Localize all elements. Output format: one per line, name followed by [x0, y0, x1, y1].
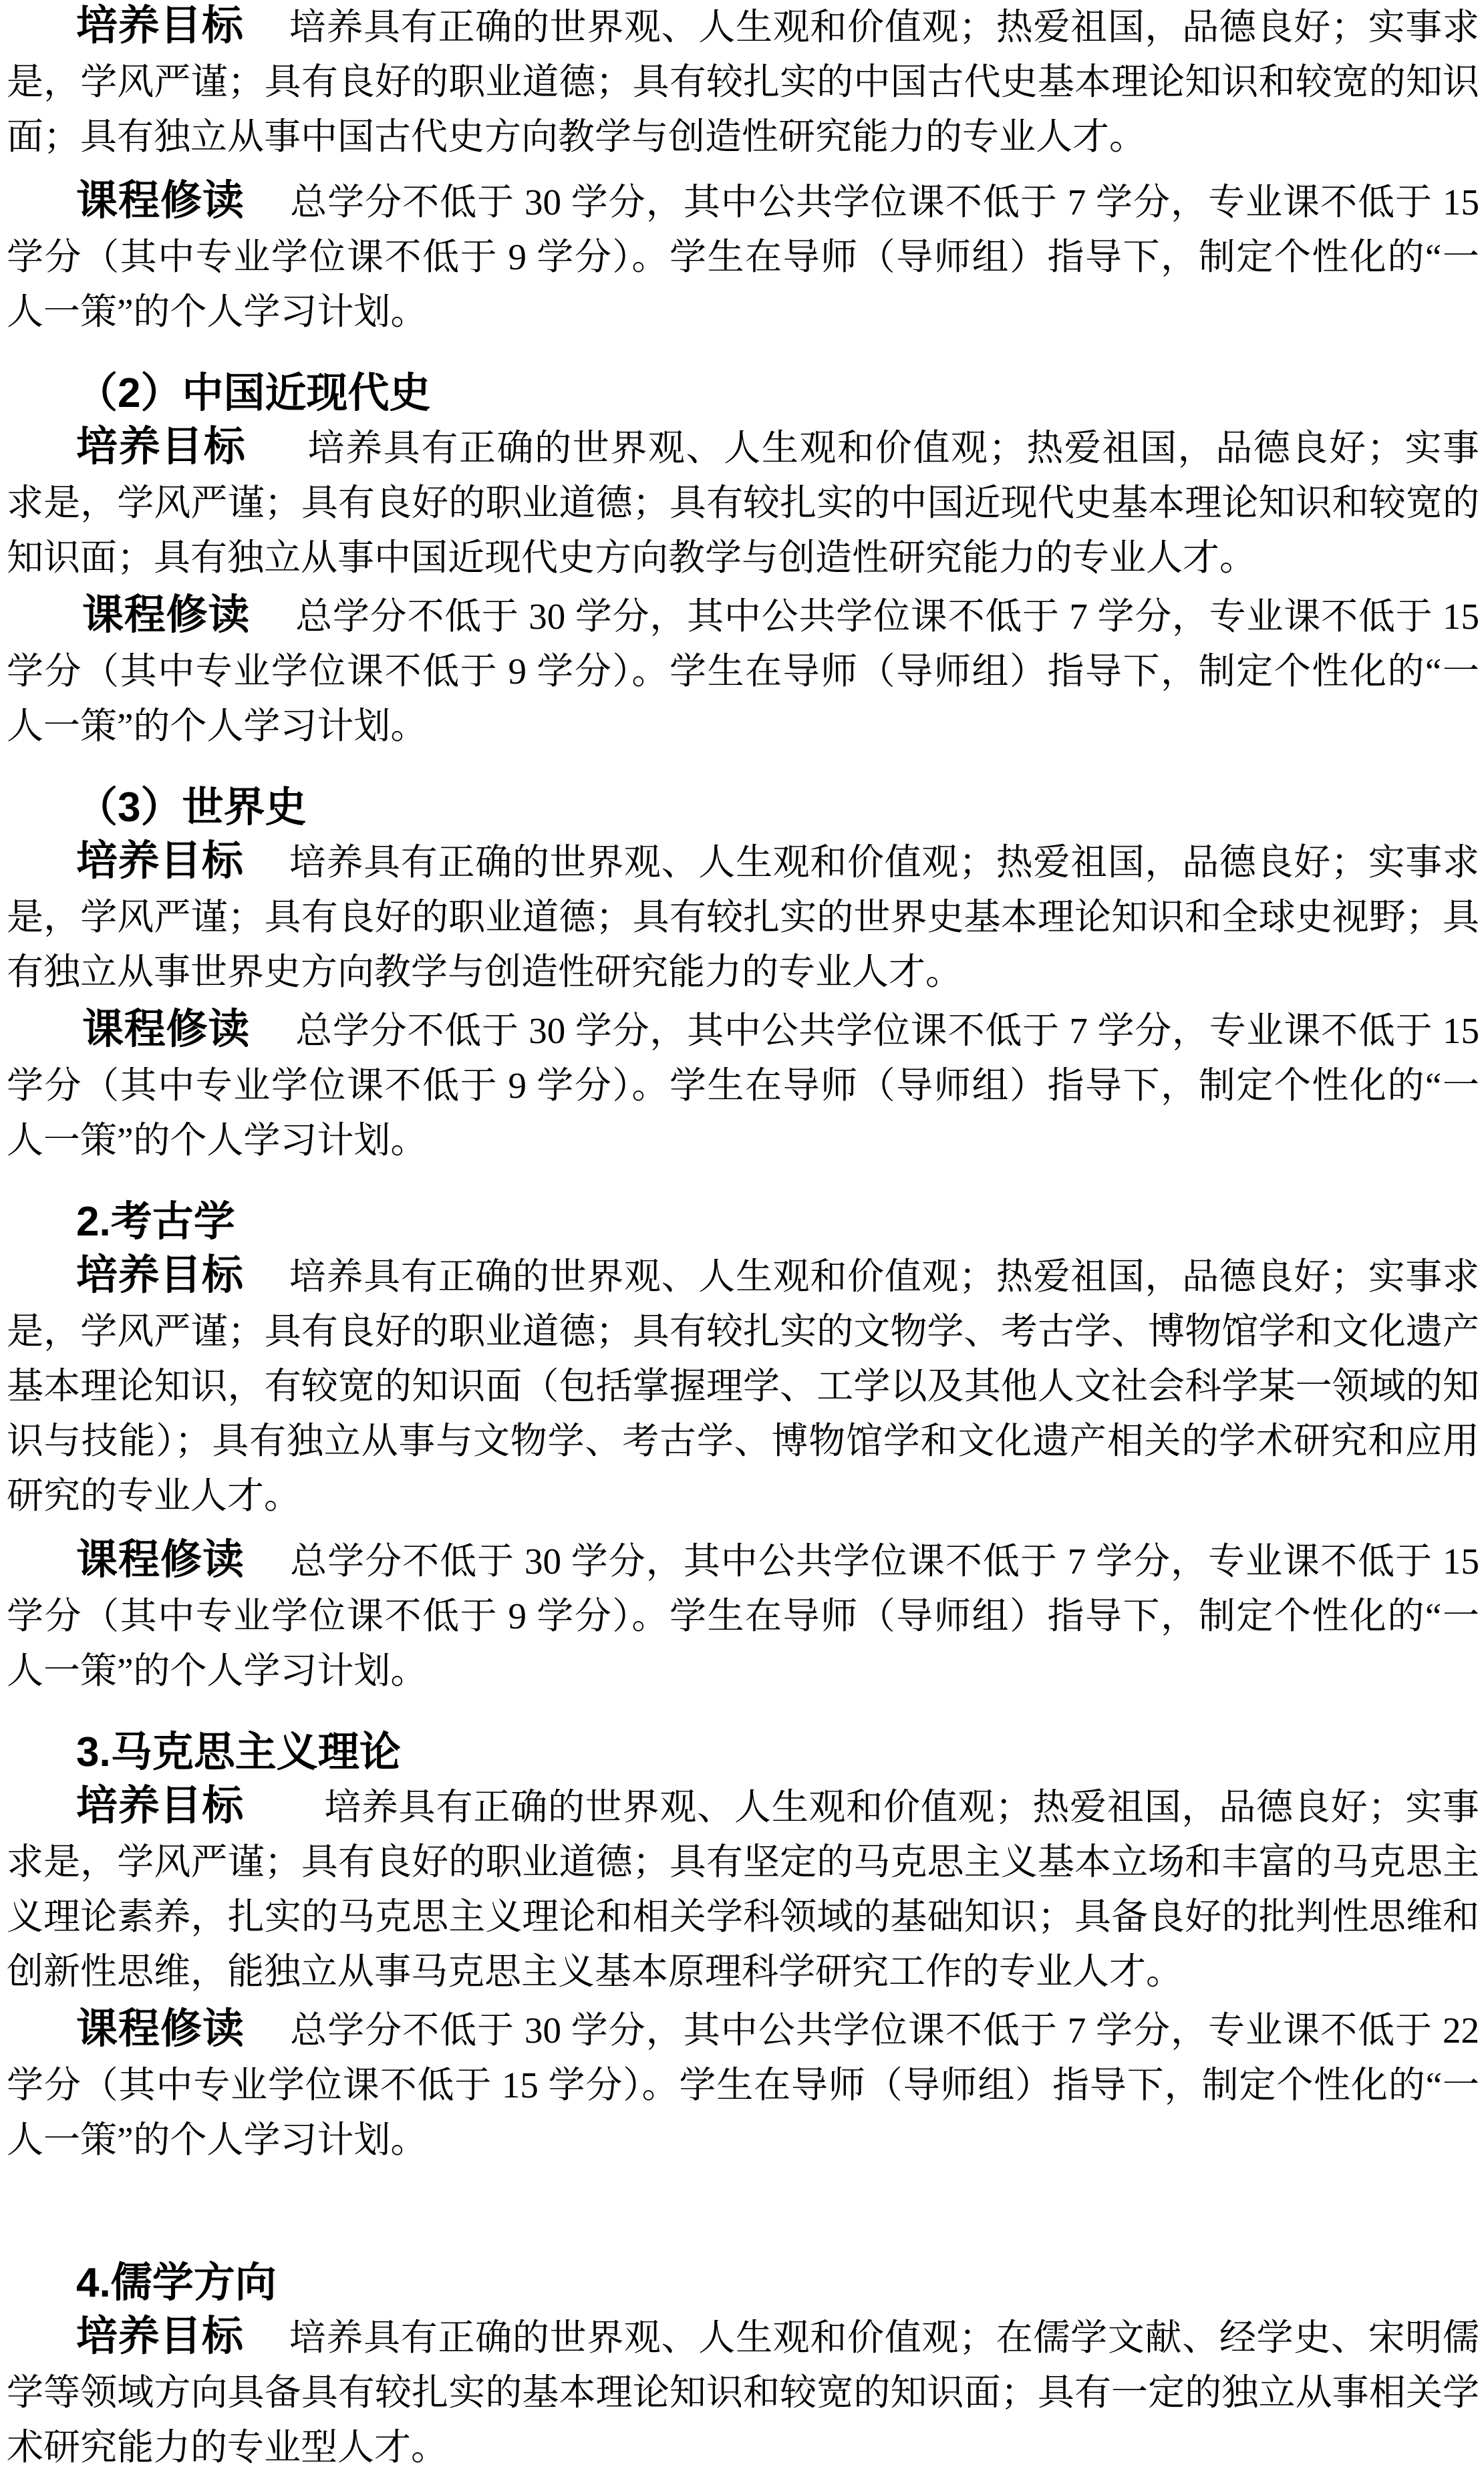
text-line: 学分（其中专业学位课不低于 15 学分）。学生在导师（导师组）指导下，制定个性化的“一 [7, 2065, 1479, 2105]
text-line: 术研究能力的专业型人才。 [7, 2427, 448, 2468]
section-heading: 3.马克思主义理论 [76, 1729, 401, 1775]
text-line: 知识面；具有独立从事中国近现代史方向教学与创造性研究能力的专业人才。 [7, 537, 1257, 578]
text-line-content: 培养具有正确的世界观、人生观和价值观；在儒学文献、经学史、宋明儒 [289, 2317, 1479, 2358]
text-line: 学等领域方向具备具有较扎实的基本理论知识和较宽的知识面；具有一定的独立从事相关学 [7, 2372, 1479, 2413]
text-line: 求是，学风严谨；具有良好的职业道德；具有较扎实的中国近现代史基本理论知识和较宽的 [7, 482, 1479, 523]
text-line [7, 589, 1479, 644]
text-line: 学分（其中专业学位课不低于 9 学分）。学生在导师（导师组）指导下，制定个性化的“一 [7, 237, 1479, 277]
text-line-content: 总学分不低于 30 学分，其中公共学位课不低于 7 学分，专业课不低于 15 [290, 1541, 1479, 1582]
text-line: 是，学风严谨；具有良好的职业道德；具有较扎实的中国古代史基本理论知识和较宽的知识 [7, 61, 1479, 102]
text-line: 人一策”的个人学习计划。 [7, 1650, 428, 1691]
text-line: 人一策”的个人学习计划。 [7, 291, 428, 332]
text-line-content: 总学分不低于 30 学分，其中公共学位课不低于 7 学分，专业课不低于 15 [295, 596, 1479, 637]
program-section [7, 1195, 1479, 1699]
text-line-content: 总学分不低于 30 学分，其中公共学位课不低于 7 学分，专业课不低于 22 [290, 2010, 1479, 2051]
program-section [7, 780, 1479, 1168]
text-line-content: 培养具有正确的世界观、人生观和价值观；热爱祖国，品德良好；实事 [307, 428, 1479, 468]
text-line [7, 1780, 1479, 1835]
training-objective-label: 培养目标 [76, 424, 247, 470]
text-line: 基本理论知识，有较宽的知识面（包括掌握理学、工学以及其他人文社会科学某一领域的知 [7, 1366, 1479, 1407]
training-objective-label: 培养目标 [76, 2313, 244, 2359]
program-section [7, 2256, 1479, 2475]
text-line-content: 培养具有正确的世界观、人生观和价值观；热爱祖国，品德良好；实事 [324, 1787, 1479, 1828]
course-requirements-label: 课程修读 [82, 1006, 251, 1052]
program-section [7, 0, 1479, 339]
section-heading: （2）中国近现代史 [76, 370, 431, 416]
training-objective-paragraph [7, 2311, 1479, 2475]
course-requirements-label: 课程修读 [76, 1537, 245, 1583]
text-line: 学分（其中专业学位课不低于 9 学分）。学生在导师（导师组）指导下，制定个性化的“一 [7, 1596, 1479, 1636]
text-line: 人一策”的个人学习计划。 [7, 1120, 428, 1161]
text-line: 面；具有独立从事中国古代史方向教学与创造性研究能力的专业人才。 [7, 116, 1147, 157]
text-line-content: 培养具有正确的世界观、人生观和价值观；热爱祖国，品德良好；实事求 [289, 842, 1479, 883]
training-objective-paragraph [7, 835, 1479, 1000]
course-requirements-paragraph [7, 1004, 1479, 1168]
section-heading: 2.考古学 [76, 1199, 235, 1245]
text-line: 识与技能）；具有独立从事与文物学、考古学、博物馆学和文化遗产相关的学术研究和应用 [7, 1421, 1479, 1461]
course-requirements-paragraph [7, 1534, 1479, 1699]
text-line: 学分（其中专业学位课不低于 9 学分）。学生在导师（导师组）指导下，制定个性化的“一 [7, 651, 1479, 692]
text-line [7, 421, 1479, 476]
course-requirements-paragraph [7, 2003, 1479, 2168]
text-line: 研究的专业人才。 [7, 1475, 301, 1516]
course-requirements-label: 课程修读 [76, 2006, 245, 2052]
text-line: 求是，学风严谨；具有良好的职业道德；具有坚定的马克思主义基本立场和丰富的马克思主 [7, 1842, 1479, 1882]
text-line: 是，学风严谨；具有良好的职业道德；具有较扎实的文物学、考古学、博物馆学和文化遗产 [7, 1311, 1479, 1352]
text-line [7, 835, 1479, 890]
training-objective-label: 培养目标 [76, 3, 244, 49]
text-line-content: 总学分不低于 30 学分，其中公共学位课不低于 7 学分，专业课不低于 15 [295, 1010, 1479, 1051]
text-line [7, 2003, 1479, 2058]
text-line: 人一策”的个人学习计划。 [7, 706, 428, 746]
text-line: 是，学风严谨；具有良好的职业道德；具有较扎实的世界史基本理论知识和全球史视野；具 [7, 897, 1479, 937]
training-objective-label: 培养目标 [76, 1252, 244, 1298]
section-heading: 4.儒学方向 [76, 2260, 277, 2306]
text-line-content: 培养具有正确的世界观、人生观和价值观；热爱祖国，品德良好；实事求 [289, 1256, 1479, 1297]
training-objective-paragraph [7, 421, 1479, 585]
text-line: 创新性思维，能独立从事马克思主义基本原理科学研究工作的专业人才。 [7, 1951, 1183, 1992]
document-page [7, 0, 1479, 2475]
training-objective-label: 培养目标 [76, 838, 244, 884]
text-line: 学分（其中专业学位课不低于 9 学分）。学生在导师（导师组）指导下，制定个性化的“一 [7, 1065, 1479, 1106]
program-section [7, 366, 1479, 754]
text-line: 有独立从事世界史方向教学与创造性研究能力的专业人才。 [7, 952, 963, 992]
text-line: 义理论素养，扎实的马克思主义理论和相关学科领域的基础知识；具备良好的批判性思维和 [7, 1896, 1479, 1937]
text-line-content: 总学分不低于 30 学分，其中公共学位课不低于 7 学分，专业课不低于 15 [290, 182, 1479, 223]
text-line [7, 1250, 1479, 1304]
text-line [7, 1004, 1479, 1058]
text-line [7, 175, 1479, 230]
training-objective-label: 培养目标 [76, 1783, 245, 1829]
text-line [7, 0, 1479, 55]
course-requirements-paragraph [7, 589, 1479, 754]
text-line [7, 1534, 1479, 1589]
text-line-content: 培养具有正确的世界观、人生观和价值观；热爱祖国，品德良好；实事求 [289, 7, 1479, 47]
section-heading: （3）世界史 [76, 784, 307, 831]
training-objective-paragraph [7, 1780, 1479, 1999]
text-line [7, 2311, 1479, 2365]
course-requirements-label: 课程修读 [82, 592, 251, 638]
training-objective-paragraph [7, 1250, 1479, 1523]
course-requirements-paragraph [7, 175, 1479, 339]
program-section [7, 1725, 1479, 2168]
course-requirements-label: 课程修读 [76, 178, 245, 224]
text-line: 人一策”的个人学习计划。 [7, 2119, 428, 2160]
training-objective-paragraph [7, 0, 1479, 164]
